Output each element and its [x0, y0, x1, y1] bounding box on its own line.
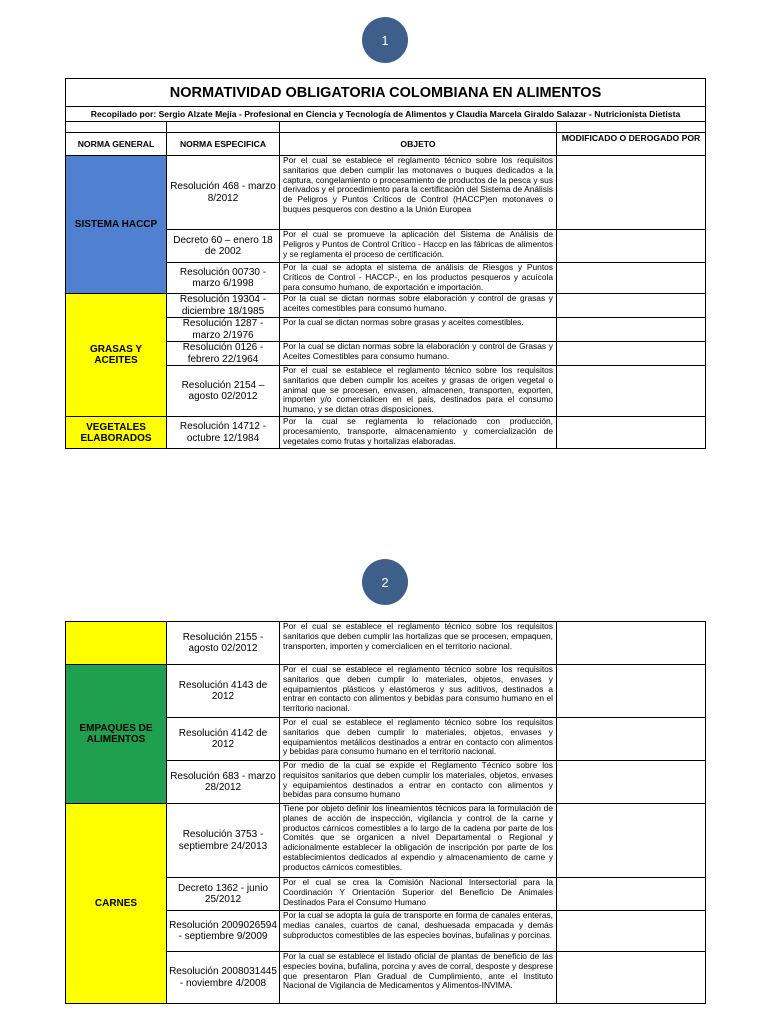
objeto-text: Por el cual se establece el reglamento técnico sobre los requisitos sanitarios que deben cumplir lo materiales, objetos, envases y equipamientos plásticos y elastómeros y sus aditivos, destinados a entrar en contacto con alimentos y bebidas para consumo humano en el territorio nacional. — [280, 665, 557, 718]
objeto-text: Por el cual se crea la Comisión Nacional Intersectorial para la Coordinación Y Orientación Superior del Beneficio De Animales Destinados Para el Consumo Humano — [280, 878, 557, 911]
modificado-cell — [557, 761, 706, 804]
modificado-cell — [557, 294, 706, 318]
modificado-cell — [557, 718, 706, 761]
modificado-cell — [557, 622, 706, 665]
regulations-table-page-1 — [65, 78, 706, 449]
category-grasas: GRASAS Y ACEITES — [66, 294, 167, 417]
header-modificado: MODIFICADO O DEROGADO POR — [557, 133, 706, 156]
norma-especifica: Resolución 683 - marzo 28/2012 — [167, 761, 280, 804]
table-row — [66, 665, 706, 718]
modificado-cell — [557, 318, 706, 342]
table-row — [66, 294, 706, 318]
objeto-text: Por el cual se establece el reglamento técnico sobre los requisitos sanitarios que deben cumplir las hortalizas que se procesen, empaquen, transporten, importen y comercialicen en el territorio nacional. — [280, 622, 557, 665]
modificado-cell — [557, 665, 706, 718]
category-carnes: CARNES — [66, 804, 167, 1004]
norma-especifica: Resolución 468 - marzo 8/2012 — [167, 156, 280, 230]
table-row — [66, 804, 706, 878]
header-objeto: OBJETO — [280, 133, 557, 156]
modificado-cell — [557, 156, 706, 230]
objeto-text: Por el cual se establece el reglamento técnico sobre los requisitos sanitarios que deben cumplir lo materiales, objetos, envases y equipamientos metálicos destinados a entrar en contacto con alimentos y bebidas para consumo humano en el territorio nacional. — [280, 718, 557, 761]
norma-especifica: Resolución 4142 de 2012 — [167, 718, 280, 761]
header-norma-general: NORMA GENERAL — [66, 133, 167, 156]
objeto-text: Por la cual se dictan normas sobre grasas y aceites comestibles. — [280, 318, 557, 342]
table-row — [66, 622, 706, 665]
objeto-text: Por la cual se adopta el sistema de análisis de Riesgos y Puntos Críticos de Control - HACCP-, en los productos pesqueros y acuícola para consumo humano, de exportación e importación. — [280, 263, 557, 294]
norma-especifica: Resolución 2008031445 - noviembre 4/2008 — [167, 952, 280, 1004]
document-title: NORMATIVIDAD OBLIGATORIA COLOMBIANA EN ALIMENTOS — [66, 79, 706, 107]
norma-especifica: Resolución 14712 - octubre 12/1984 — [167, 417, 280, 449]
objeto-text: Por el cual se establece el reglamento técnico sobre los requisitos sanitarios que deben cumplir las motonaves o buques dedicados a la captura, congelamiento o procesamiento de productos de la pesca y sus derivados y el procedimiento para la certificación del Sistema de Análisis de Peligros y Puntos Críticos de Control (HACCP)en motonaves o buques pesqueros con destino a la Unión Europea — [280, 156, 557, 230]
modificado-cell — [557, 911, 706, 952]
objeto-text: Tiene por objeto definir los lineamientos técnicos para la formulación de planes de acción de inspección, vigilancia y control de la carne y productos cárnicos comestibles a lo largo de la cadena por parte de los Comités que se organicen a nivel Departamental o Regional y adicionalmente establecer la obligación de inscripción por parte de los establecimientos dedicados al expendio y almacenamiento de carne y productos cárnicos comestibles. — [280, 804, 557, 878]
objeto-text: Por medio de la cual se expide el Reglamento Técnico sobre los requisitos sanitarios que deben cumplir los materiales, objetos, envases y equipamientos destinados a entrar en contacto con alimentos y bebidas para consumo humano — [280, 761, 557, 804]
header-row — [66, 133, 706, 156]
blank-row — [66, 122, 706, 133]
norma-especifica: Resolución 2009026594 - septiembre 9/2009 — [167, 911, 280, 952]
norma-especifica: Resolución 00730 - marzo 6/1998 — [167, 263, 280, 294]
page-number-badge: 1 — [362, 17, 408, 63]
modificado-cell — [557, 417, 706, 449]
credit-line: Recopilado por: Sergio Alzate Mejía - Profesional en Ciencia y Tecnología de Alimentos y Claudia Marcela Giraldo Salazar - Nutricionista Dietista — [66, 107, 706, 122]
modificado-cell — [557, 952, 706, 1004]
objeto-text: Por la cual se dictan normas sobre elaboración y control de grasas y aceites comestibles para consumo humano. — [280, 294, 557, 318]
norma-especifica: Resolución 1287 - marzo 2/1976 — [167, 318, 280, 342]
objeto-text: Por la cual se dictan normas sobre la elaboración y control de Grasas y Aceites Comestibles para consumo humano. — [280, 342, 557, 366]
category-vegetales: VEGETALES ELABORADOS — [66, 417, 167, 449]
norma-especifica: Resolución 19304 - diciembre 18/1985 — [167, 294, 280, 318]
objeto-text: Por el cual se establece el reglamento técnico sobre los requisitos sanitarios que deben cumplir los aceites y grasas de origen vegetal o animal que se procesen, envasen, almacenen, transporten, exporten, importen y/o comercialicen en el país, destinados para el consumo humano, y se dictan otras disposiciones. — [280, 366, 557, 417]
modificado-cell — [557, 366, 706, 417]
norma-especifica: Resolución 0126 - febrero 22/1964 — [167, 342, 280, 366]
category-haccp: SISTEMA HACCP — [66, 156, 167, 294]
table-row — [66, 417, 706, 449]
modificado-cell — [557, 342, 706, 366]
norma-especifica: Resolución 2155 - agosto 02/2012 — [167, 622, 280, 665]
objeto-text: Por el cual se promueve la aplicación del Sistema de Análisis de Peligros y Puntos de Control Crítico - Haccp en las fábricas de alimentos y se reglamenta el proceso de certificación. — [280, 230, 557, 263]
objeto-text: Por la cual se adopta la guía de transporte en forma de canales enteras, medias canales, cuartos de canal, deshuesada empacada y demás subproductos comestibles de las especies bovinas, bufalinas y porcinas. — [280, 911, 557, 952]
norma-especifica: Decreto 1362 - junio 25/2012 — [167, 878, 280, 911]
norma-especifica: Resolución 4143 de 2012 — [167, 665, 280, 718]
norma-especifica: Resolución 2154 – agosto 02/2012 — [167, 366, 280, 417]
norma-especifica: Decreto 60 – enero 18 de 2002 — [167, 230, 280, 263]
norma-especifica: Resolución 3753 - septiembre 24/2013 — [167, 804, 280, 878]
modificado-cell — [557, 230, 706, 263]
regulations-table-page-2 — [65, 621, 706, 1004]
modificado-cell — [557, 804, 706, 878]
category-empaques: EMPAQUES DE ALIMENTOS — [66, 665, 167, 804]
modificado-cell — [557, 878, 706, 911]
modificado-cell — [557, 263, 706, 294]
objeto-text: Por la cual se reglamenta lo relacionado con producción, procesamiento, transporte, almacenamiento y comercialización de vegetales como frutas y hortalizas elaboradas. — [280, 417, 557, 449]
header-norma-especifica: NORMA ESPECIFICA — [167, 133, 280, 156]
table-row — [66, 156, 706, 230]
objeto-text: Por la cual se establece el listado oficial de plantas de beneficio de las especies bovina, bufalina, porcina y aves de corral, desposte y desprese que presentaron Plan Gradual de Cumplimiento, ante el Instituto Nacional de Vigilancia de Medicamentos y Alimentos-INVIMA. — [280, 952, 557, 1004]
page-number-badge: 2 — [362, 559, 408, 605]
category-vegetales-continued — [66, 622, 167, 665]
